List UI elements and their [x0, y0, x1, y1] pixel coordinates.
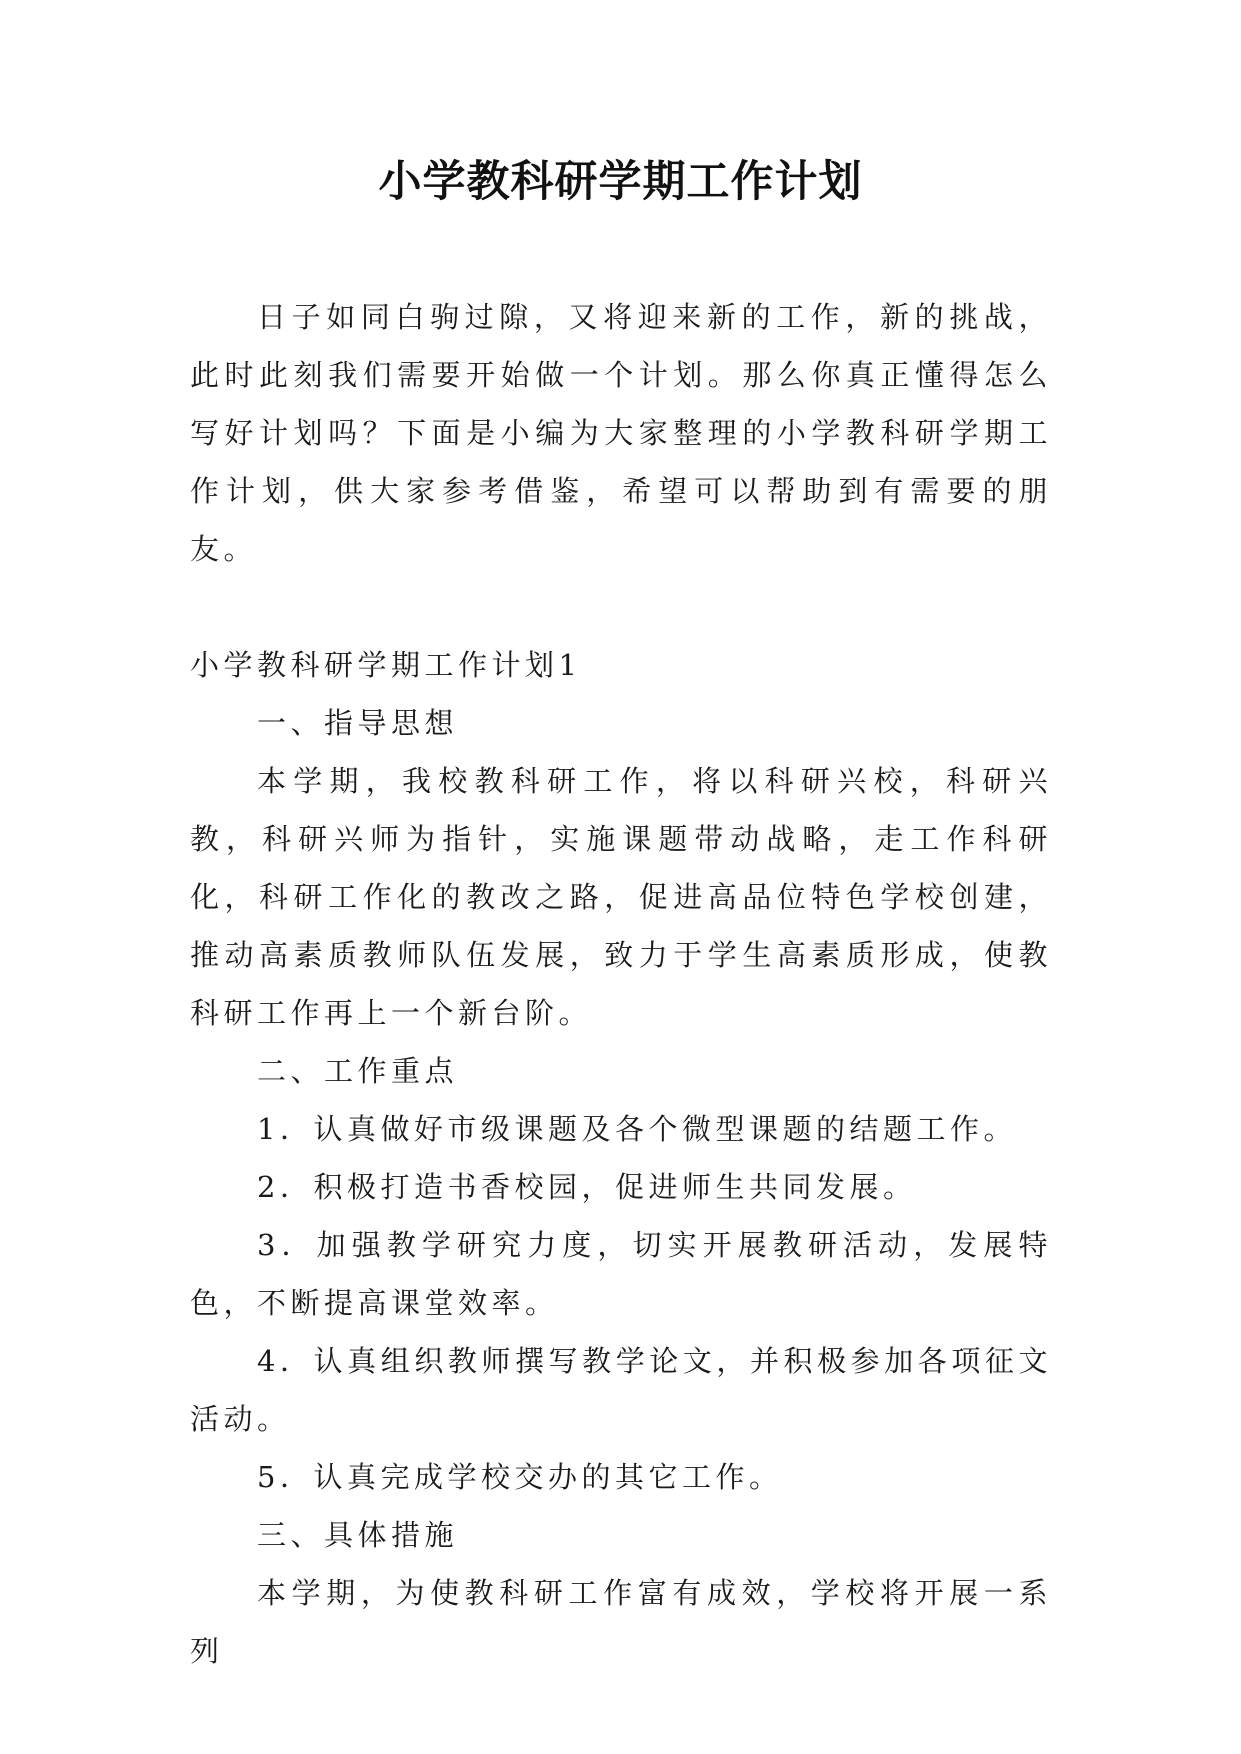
list-item: 3．加强教学研究力度，切实开展教研活动，发展特色，不断提高课堂效率。	[190, 1228, 1052, 1320]
section-title: 小学教科研学期工作计划1	[190, 648, 582, 682]
list-item: 5．认真完成学校交办的其它工作。	[257, 1460, 783, 1494]
measures-paragraph: 本学期，为使教科研工作富有成效，学校将开展一系列	[190, 1576, 1052, 1668]
page-title: 小学教科研学期工作计划	[378, 157, 863, 207]
list-item: 4．认真组织教师撰写教学论文，并积极参加各项征文活动。	[190, 1344, 1052, 1436]
heading-work-focus: 二、工作重点	[257, 1054, 459, 1088]
guiding-thought-paragraph: 本学期，我校教科研工作，将以科研兴校，科研兴教，科研兴师为指针，实施课题带动战略，走工作科研化，科研工作化的教改之路，促进高品位特色学校创建，推动高素质教师队伍发展，致力于学生高素质形成，使教科研工作再上一个新台阶。	[190, 764, 1052, 1030]
document-body	[190, 288, 1052, 1680]
heading-guiding-thought: 一、指导思想	[257, 706, 459, 740]
list-item: 1．认真做好市级课题及各个微型课题的结题工作。	[257, 1112, 1017, 1146]
paragraph-spacer	[190, 578, 1052, 636]
intro-paragraph: 日子如同白驹过隙，又将迎来新的工作，新的挑战，此时此刻我们需要开始做一个计划。那么你真正懂得怎么写好计划吗？下面是小编为大家整理的小学教科研学期工作计划，供大家参考借鉴，希望可以帮助到有需要的朋友。	[190, 300, 1052, 566]
list-item: 2．积极打造书香校园，促进师生共同发展。	[257, 1170, 917, 1204]
heading-measures: 三、具体措施	[257, 1518, 459, 1552]
